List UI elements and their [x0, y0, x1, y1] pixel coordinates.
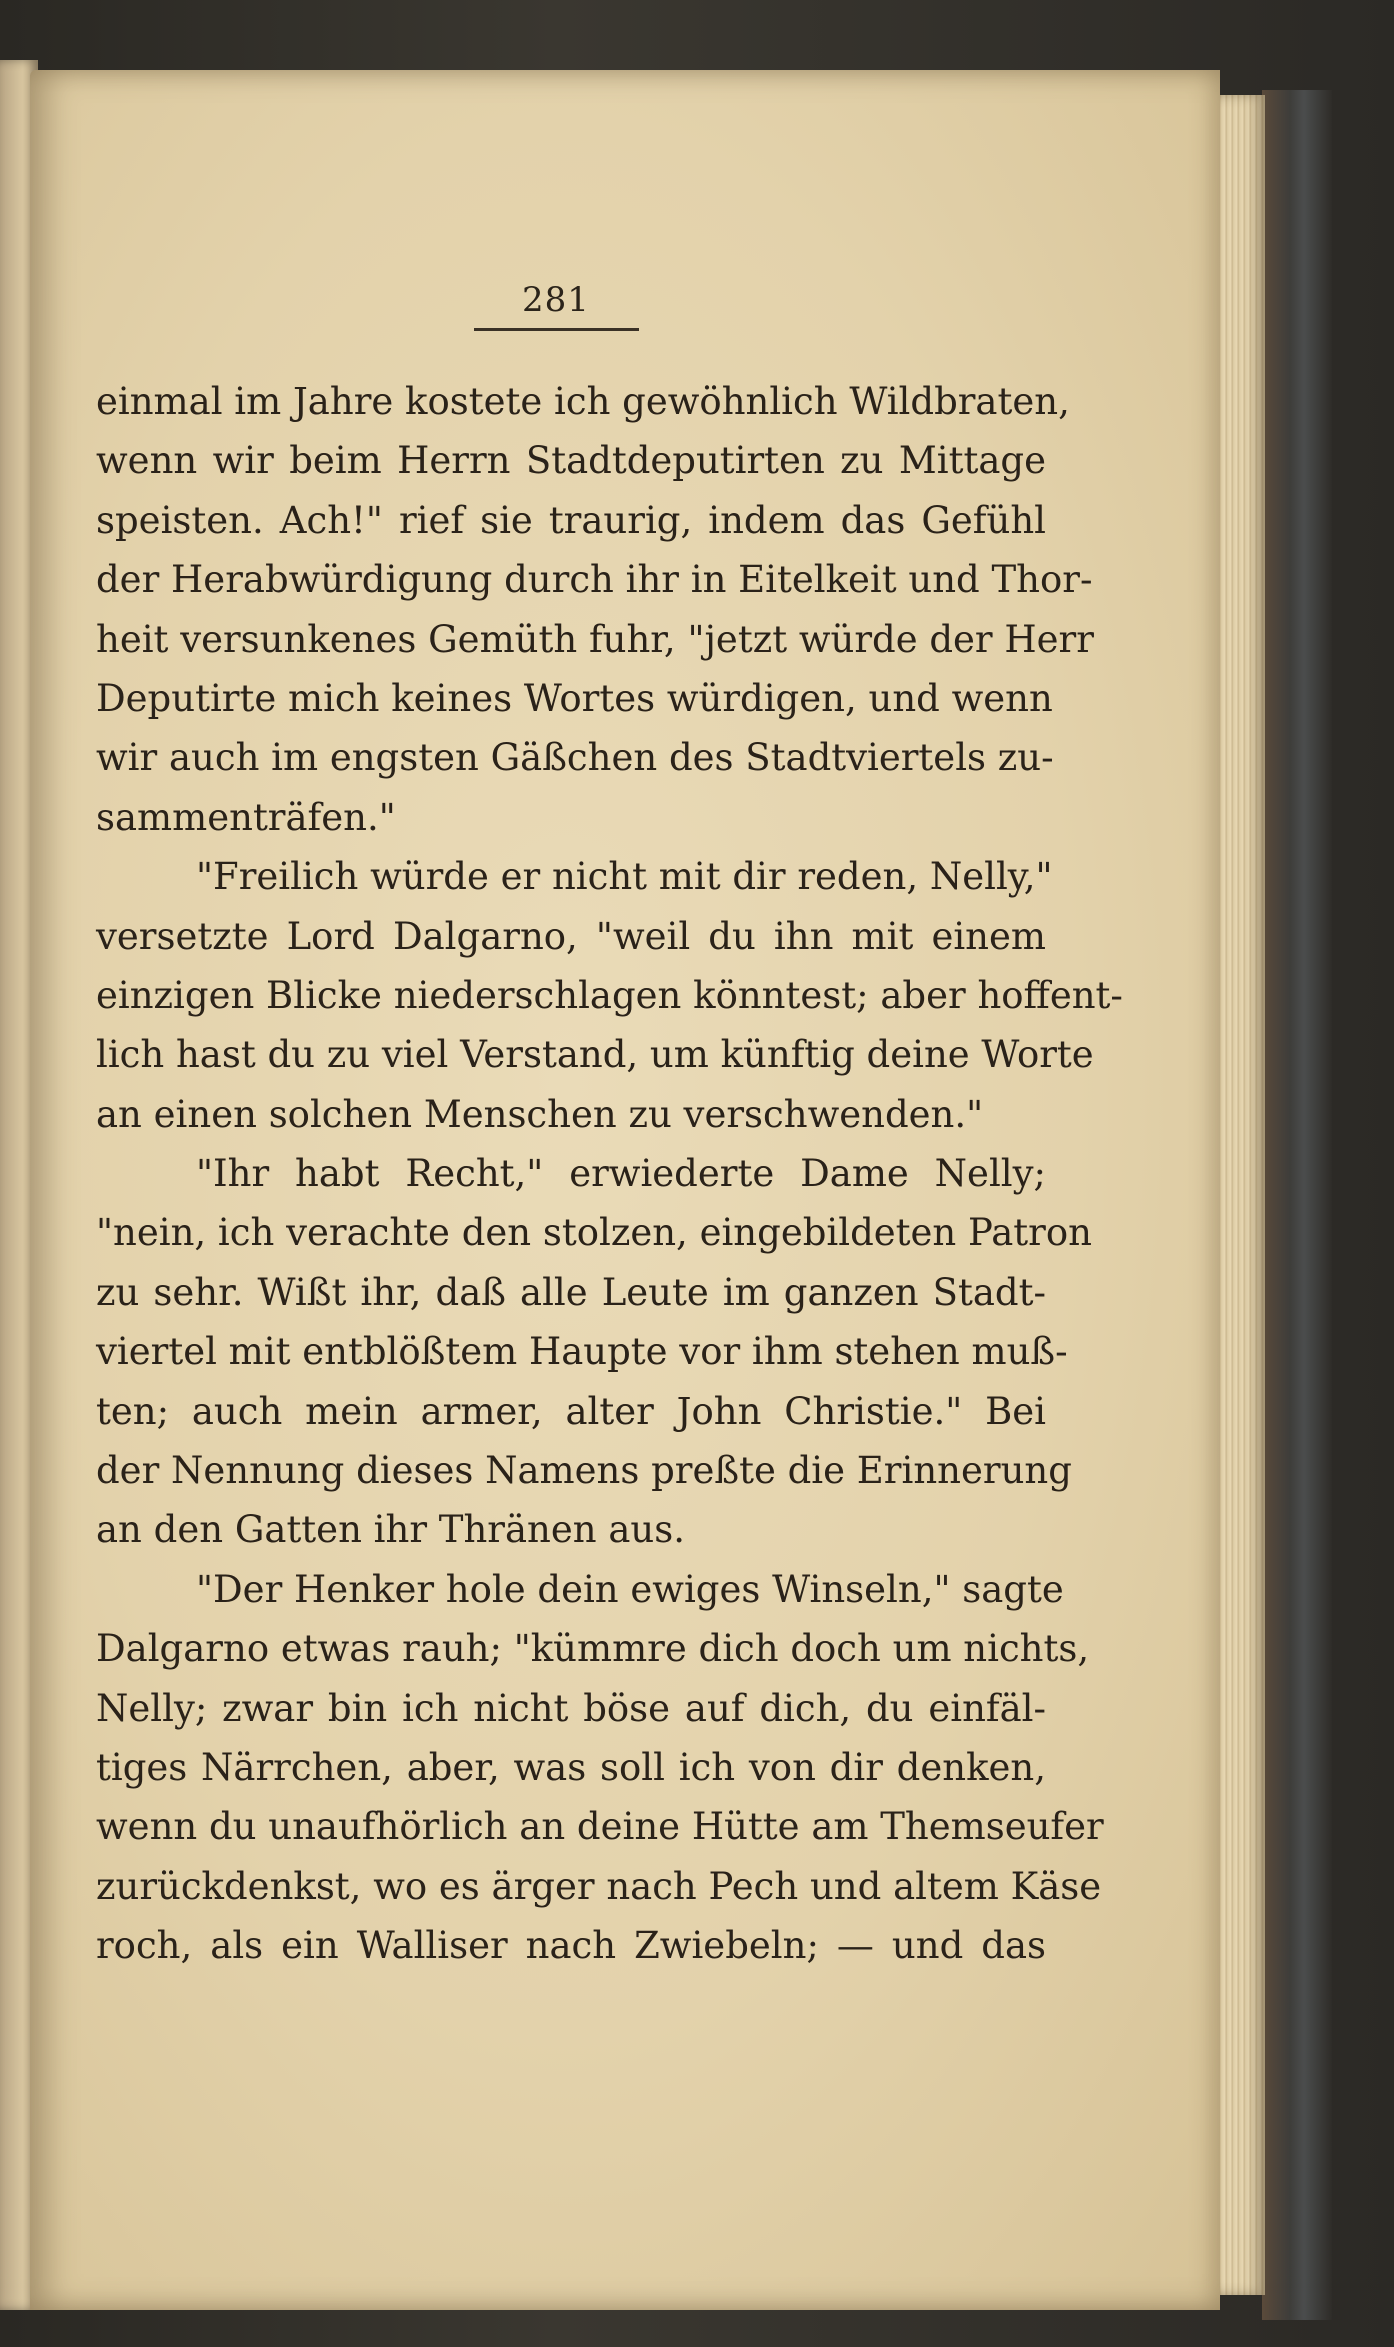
- text-line: "Der Henker hole dein ewiges Winseln," sagte: [196, 1567, 1064, 1611]
- header-rule: [474, 328, 639, 331]
- text-line: "Freilich würde er nicht mit dir reden, Nelly,": [196, 855, 1053, 899]
- text-line: wir auch im engsten Gäßchen des Stadtviertels zu-: [96, 736, 1054, 780]
- text-line: ten; auch mein armer, alter John Christie." Bei: [96, 1389, 1046, 1433]
- page-number: 281: [522, 280, 590, 320]
- text-line: lich hast du zu viel Verstand, um künftig deine Worte: [96, 1033, 1094, 1077]
- text-line: tiges Närrchen, aber, was soll ich von dir denken,: [96, 1745, 1046, 1789]
- text-line: der Herabwürdigung durch ihr in Eitelkeit und Thor-: [96, 558, 1093, 602]
- text-line: einzigen Blicke niederschlagen könntest; aber hoffent-: [96, 973, 1123, 1017]
- text-line: Dalgarno etwas rauh; "kümmre dich doch um nichts,: [96, 1627, 1090, 1671]
- text-line: zurückdenkst, wo es ärger nach Pech und altem Käse: [96, 1864, 1102, 1908]
- text-line: roch, als ein Walliser nach Zwiebeln; — und das: [96, 1924, 1046, 1968]
- text-line: wenn du unaufhörlich an deine Hütte am Themseufer: [96, 1805, 1104, 1849]
- text-line: Nelly; zwar bin ich nicht böse auf dich, du einfäl-: [96, 1686, 1046, 1730]
- text-line: der Nennung dieses Namens preßte die Erinnerung: [96, 1449, 1072, 1493]
- text-line: an einen solchen Menschen zu verschwenden.": [96, 1092, 984, 1136]
- text-line: sammenträfen.": [96, 795, 396, 839]
- text-line: "Ihr habt Recht," erwiederte Dame Nelly;: [196, 1152, 1046, 1196]
- text-line: an den Gatten ihr Thränen aus.: [96, 1508, 685, 1552]
- text-line: versetzte Lord Dalgarno, "weil du ihn mit einem: [96, 914, 1046, 958]
- text-line: wenn wir beim Herrn Stadtdeputirten zu Mittage: [96, 439, 1046, 483]
- text-line: heit versunkenes Gemüth fuhr, "jetzt würde der Herr: [96, 617, 1094, 661]
- body-text: [96, 372, 1123, 1976]
- book-spine: [1262, 90, 1332, 2320]
- text-line: einmal im Jahre kostete ich gewöhnlich Wildbraten,: [96, 380, 1070, 423]
- text-line: Deputirte mich keines Wortes würdigen, und wenn: [96, 676, 1053, 720]
- text-line: zu sehr. Wißt ihr, daß alle Leute im ganzen Stadt-: [96, 1270, 1046, 1314]
- text-line: viertel mit entblößtem Haupte vor ihm stehen muß-: [96, 1330, 1068, 1374]
- text-line: "nein, ich verachte den stolzen, eingebildeten Patron: [96, 1211, 1092, 1255]
- text-line: speisten. Ach!" rief sie traurig, indem das Gefühl: [96, 498, 1046, 542]
